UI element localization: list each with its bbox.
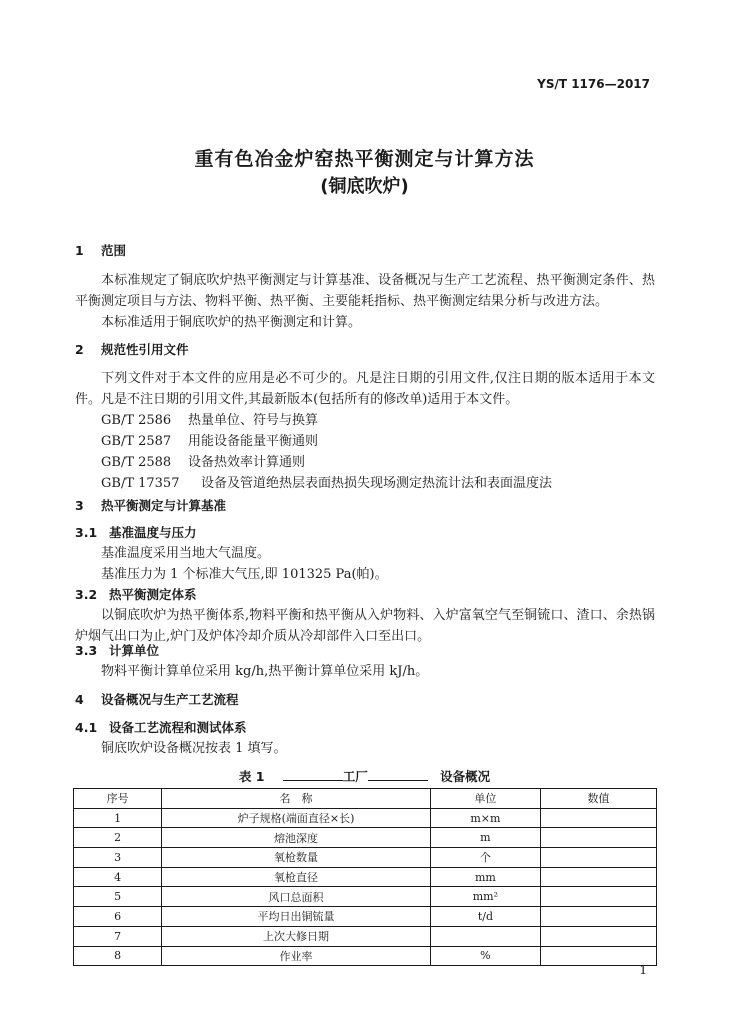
section-2-heading — [75, 339, 655, 361]
table-cell: % — [430, 946, 540, 966]
paragraph: 物料平衡计算单位采用 kg/h,热平衡计算单位采用 kJ/h。 — [101, 664, 429, 679]
reference-item — [75, 410, 655, 431]
section-4-1 — [75, 717, 655, 759]
reference-code: GB/T 2587 — [101, 434, 172, 449]
section-3-1 — [75, 522, 655, 585]
table-cell: 5 — [74, 887, 162, 907]
reference-code: GB/T 17357 — [101, 476, 180, 491]
table-cell: 4 — [74, 867, 162, 887]
table-cell — [541, 808, 657, 828]
section-1-heading — [75, 240, 655, 262]
table-cell: 7 — [74, 926, 162, 946]
equipment-table — [73, 788, 657, 966]
table-row — [74, 907, 657, 927]
subsection-number: 4.1 — [75, 720, 98, 735]
table-cell — [541, 828, 657, 848]
reference-title: 用能设备能量平衡通则 — [188, 434, 319, 449]
section-number: 3 — [75, 498, 84, 513]
table-cell: m — [430, 828, 540, 848]
table-cell: mm² — [430, 887, 540, 907]
reference-code: GB/T 2586 — [101, 413, 172, 428]
paragraph: 基准温度采用当地大气温度。 — [101, 546, 271, 561]
column-header: 数值 — [541, 789, 657, 809]
table-row — [74, 867, 657, 887]
table-cell: 风口总面积 — [162, 887, 431, 907]
table-cell: t/d — [430, 907, 540, 927]
table-cell: 作业率 — [162, 946, 431, 966]
section-title: 热平衡测定与计算基准 — [101, 498, 227, 513]
table-caption-factory: 工厂 — [342, 769, 368, 784]
subsection-title: 计算单位 — [109, 643, 160, 658]
table-cell — [541, 926, 657, 946]
table-cell: 氧枪直径 — [162, 867, 431, 887]
subsection-number: 3.3 — [75, 643, 98, 658]
reference-title: 设备热效率计算通则 — [188, 455, 306, 470]
table-header-row — [74, 789, 657, 809]
paragraph: 本标准规定了铜底吹炉热平衡测定与计算基准、设备概况与生产工艺流程、热平衡测定条件、热平衡测定项目与方法、物料平衡、热平衡、主要能耗指标、热平衡测定结果分析与改进方法。 — [75, 273, 655, 309]
standard-number: YS/T 1176—2017 — [537, 77, 650, 91]
table-cell: 3 — [74, 848, 162, 868]
section-number: 2 — [75, 342, 84, 357]
table-cell: 8 — [74, 946, 162, 966]
subsection-number: 3.2 — [75, 587, 98, 602]
table-row — [74, 828, 657, 848]
reference-title: 热量单位、符号与换算 — [188, 413, 319, 428]
table-caption — [0, 767, 729, 785]
document-title: 重有色冶金炉窑热平衡测定与计算方法 — [194, 148, 535, 170]
blank-line — [368, 768, 428, 781]
table-cell: m×m — [430, 808, 540, 828]
blank-line — [283, 768, 343, 781]
section-2-body — [75, 368, 655, 494]
table-cell: 2 — [74, 828, 162, 848]
section-3-heading — [75, 495, 655, 517]
paragraph: 下列文件对于本文件的应用是必不可少的。凡是注日期的引用文件,仅注日期的版本适用于本文件。凡是不注日期的引用文件,其最新版本(包括所有的修改单)适用于本文件。 — [75, 371, 655, 407]
section-number: 1 — [75, 243, 84, 258]
section-3-2 — [75, 584, 655, 647]
table-caption-title: 设备概况 — [440, 769, 491, 784]
table-cell: 个 — [430, 848, 540, 868]
subsection-title: 基准温度与压力 — [109, 525, 197, 540]
section-4-heading — [75, 689, 655, 711]
table-cell: 1 — [74, 808, 162, 828]
reference-title: 设备及管道绝热层表面热损失现场测定热流计法和表面温度法 — [201, 476, 553, 491]
table-cell: 平均日出铜锍量 — [162, 907, 431, 927]
table-cell: mm — [430, 867, 540, 887]
reference-code: GB/T 2588 — [101, 455, 172, 470]
section-title: 设备概况与生产工艺流程 — [101, 692, 239, 707]
table-row — [74, 887, 657, 907]
reference-item — [75, 473, 655, 494]
paragraph: 本标准适用于铜底吹炉的热平衡测定和计算。 — [101, 315, 362, 330]
table-row — [74, 926, 657, 946]
table-cell: 炉子规格(端面直径×长) — [162, 808, 431, 828]
section-number: 4 — [75, 692, 84, 707]
section-1-body — [75, 270, 655, 333]
table-cell — [541, 867, 657, 887]
table-number: 表 1 — [238, 769, 265, 784]
page-number: 1 — [639, 963, 647, 977]
table-row — [74, 808, 657, 828]
table-cell — [541, 848, 657, 868]
table-cell — [541, 887, 657, 907]
table-cell: 6 — [74, 907, 162, 927]
column-header: 单位 — [430, 789, 540, 809]
section-title: 规范性引用文件 — [101, 342, 189, 357]
subsection-title: 热平衡测定体系 — [109, 587, 197, 602]
subsection-title: 设备工艺流程和测试体系 — [109, 720, 247, 735]
table-cell: 上次大修日期 — [162, 926, 431, 946]
table-cell — [541, 907, 657, 927]
section-title: 范围 — [101, 243, 127, 258]
reference-item — [75, 431, 655, 452]
table-cell — [430, 926, 540, 946]
section-3-3 — [75, 640, 655, 682]
paragraph: 以铜底吹炉为热平衡体系,物料平衡和热平衡从入炉物料、入炉富氧空气至铜锍口、渣口、余热锅炉烟气出口为止,炉门及炉体冷却介质从冷却部件入口至出口。 — [75, 608, 655, 644]
paragraph: 基准压力为 1 个标准大气压,即 101325 Pa(帕)。 — [101, 567, 388, 582]
table-row — [74, 848, 657, 868]
table-cell: 氧枪数量 — [162, 848, 431, 868]
document-subtitle: (铜底吹炉) — [320, 176, 409, 197]
table-cell: 熔池深度 — [162, 828, 431, 848]
column-header: 序号 — [74, 789, 162, 809]
column-header: 名 称 — [162, 789, 431, 809]
subsection-number: 3.1 — [75, 525, 98, 540]
paragraph: 铜底吹炉设备概况按表 1 填写。 — [101, 741, 287, 756]
table-row — [74, 946, 657, 966]
reference-item — [75, 452, 655, 473]
